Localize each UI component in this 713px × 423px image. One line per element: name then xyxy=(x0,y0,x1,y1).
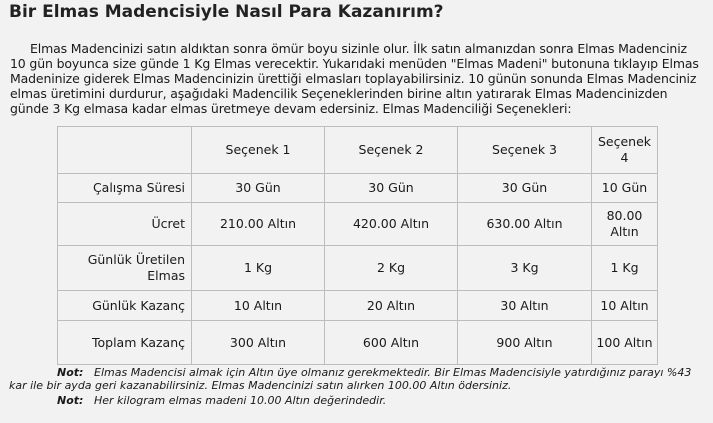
table-row xyxy=(58,291,658,321)
table-cell: 630.00 Altın xyxy=(458,203,592,246)
table-cell: 100 Altın xyxy=(592,321,658,365)
note-membership xyxy=(9,366,709,392)
table-cell: 2 Kg xyxy=(325,246,458,291)
table-cell: 10 Altın xyxy=(192,291,325,321)
table-cell: 10 Altın xyxy=(592,291,658,321)
option-4-header: Seçenek 4 xyxy=(592,127,658,174)
table-cell: 30 Altın xyxy=(458,291,592,321)
table-cell: 210.00 Altın xyxy=(192,203,325,246)
table-cell: 80.00 Altın xyxy=(592,203,658,246)
option-1-header: Seçenek 1 xyxy=(192,127,325,174)
table-cell: 1 Kg xyxy=(592,246,658,291)
table-header-row xyxy=(58,127,658,174)
note-label: Not: xyxy=(57,394,84,407)
table-row xyxy=(58,203,658,246)
table-cell: 30 Gün xyxy=(325,174,458,203)
table-row xyxy=(58,321,658,365)
option-3-header: Seçenek 3 xyxy=(458,127,592,174)
row-label-price: Ücret xyxy=(58,203,192,246)
row-label-duration: Çalışma Süresi xyxy=(58,174,192,203)
row-label-total-earnings: Toplam Kazanç xyxy=(58,321,192,365)
row-label-daily-production: Günlük Üretilen Elmas xyxy=(58,246,192,291)
note-label: Not: xyxy=(57,366,84,379)
row-label-daily-earnings: Günlük Kazanç xyxy=(58,291,192,321)
table-cell: 900 Altın xyxy=(458,321,592,365)
table-cell: 30 Gün xyxy=(458,174,592,203)
table-cell: 20 Altın xyxy=(325,291,458,321)
table-cell: 1 Kg xyxy=(192,246,325,291)
table-row xyxy=(58,174,658,203)
intro-paragraph: Elmas Madencinizi satın aldıktan sonra ömür boyu sizinle olur. İlk satın almanızdan sonra Elmas Madenciniz 10 gün boyunca size günde 1 Kg Elmas verecektir. Yukarıdaki menüden "Elmas Madeni" butonuna tıklayıp Elmas Madeninize giderek Elmas Madencinizin ürettiği elmasları toplayabilirsiniz. 10 günün sonunda Elmas Madenciniz elmas üretimini durdurur, aşağıdaki Madencilik Seçeneklerinden birine altın yatırarak Elmas Madencinizden günde 3 Kg elmasa kadar elmas üretmeye devam edersiniz. Elmas Madenciliği Seçenekleri: xyxy=(10,41,699,116)
table-corner-cell xyxy=(58,127,192,174)
page-title: Bir Elmas Madencisiyle Nasıl Para Kazanırım? xyxy=(9,2,444,22)
mining-options-table xyxy=(57,126,658,365)
note-text: Elmas Madencisi almak için Altın üye olmanız gerekmektedir. Bir Elmas Madencisiyle yatırdığınız parayı %43 kar ile bir ayda geri kazanabilirsiniz. Elmas Madencinizi satın alırken 100.00 Altın ödersiniz. xyxy=(9,366,692,392)
note-diamond-value xyxy=(9,394,709,407)
table-row xyxy=(58,246,658,291)
option-2-header: Seçenek 2 xyxy=(325,127,458,174)
table-cell: 30 Gün xyxy=(192,174,325,203)
table-cell: 600 Altın xyxy=(325,321,458,365)
table-cell: 10 Gün xyxy=(592,174,658,203)
table-cell: 420.00 Altın xyxy=(325,203,458,246)
table-cell: 300 Altın xyxy=(192,321,325,365)
note-text: Her kilogram elmas madeni 10.00 Altın değerindedir. xyxy=(94,394,387,407)
table-cell: 3 Kg xyxy=(458,246,592,291)
